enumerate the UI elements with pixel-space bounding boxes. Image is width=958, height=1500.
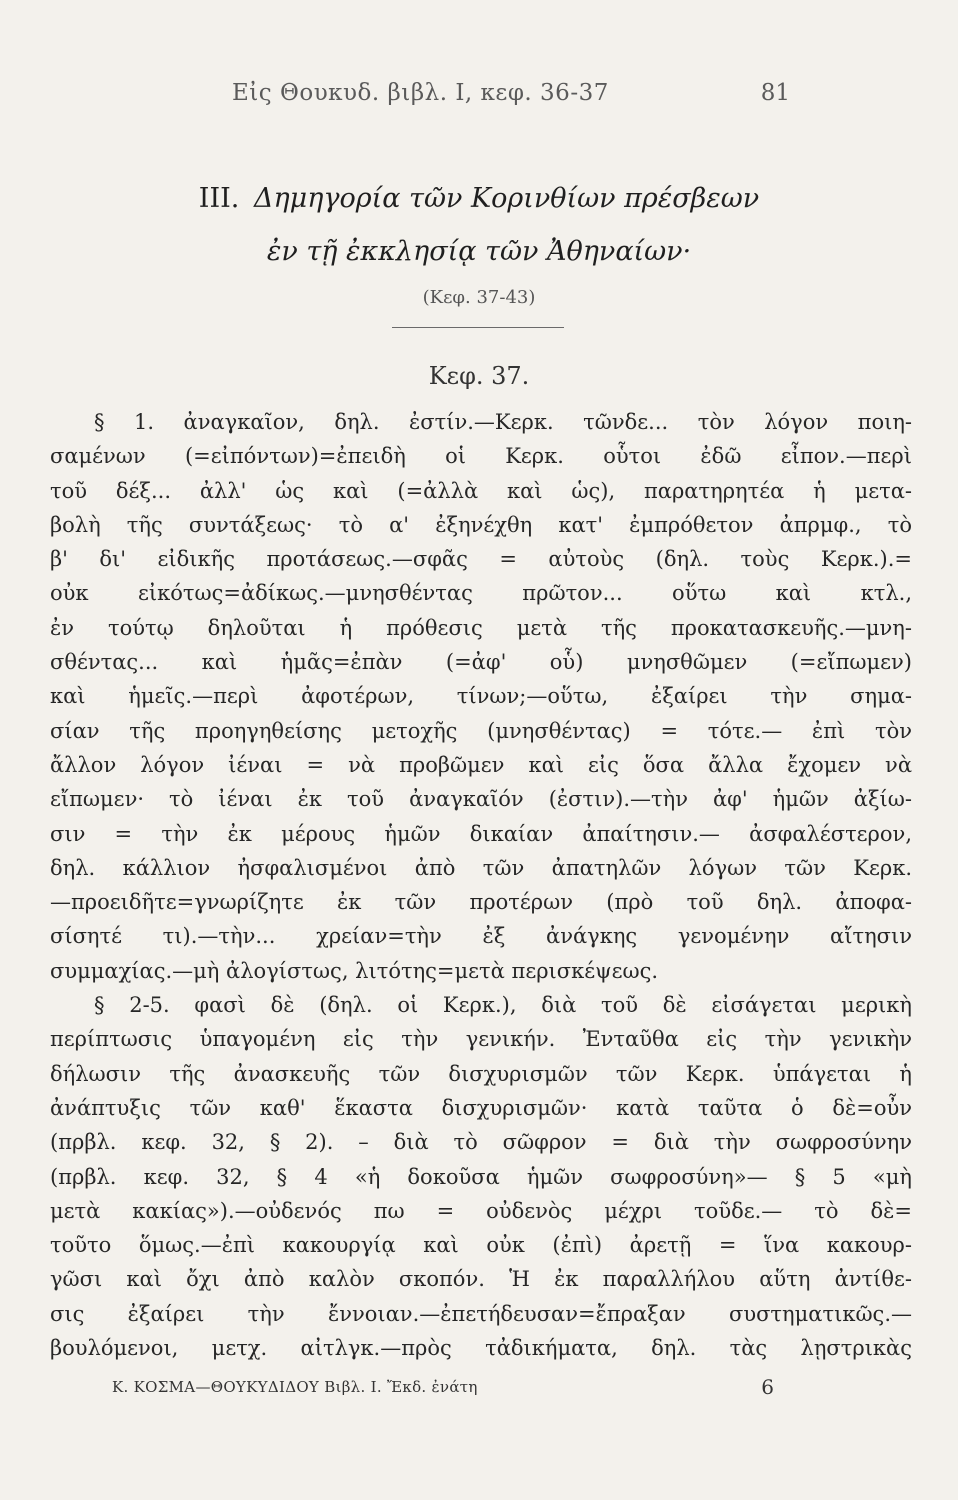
text-line: καὶ ἡμεῖς.—περὶ ἀφοτέρων, τίνων;—οὕτω, ἐξαίρει τὴν σημα- [50, 684, 912, 709]
text-line: οὐκ εἰκότως=ἀδίκως.—μνησθέντας πρῶτον... οὕτω καὶ κτλ., [50, 581, 912, 606]
chapter-heading: Κεφ. 37. [428, 362, 530, 390]
commentary-text [50, 405, 912, 1365]
text-line: σθέντας... καὶ ἡμᾶς=ἐπὰν (=ἀφ' οὗ) μνησθῶμεν (=εἴπωμεν) [50, 650, 912, 675]
section-subtitle: ἐν τῇ ἐκκλησίᾳ τῶν Ἀθηναίων· [266, 236, 692, 267]
page-number: 81 [760, 80, 790, 106]
text-line: βουλόμενοι, μετχ. αἰτλγκ.—πρὸς τἀδικήματα, δηλ. τὰς λῃστρικὰς [50, 1336, 912, 1361]
text-line: (πρβλ. κεφ. 32, § 4 «ἡ δοκοῦσα ἡμῶν σωφροσύνη»— § 5 «μὴ [50, 1164, 912, 1189]
page-footer [0, 1375, 958, 1408]
text-line: σίσητέ τι).—τὴν... χρείαν=τὴν ἐξ ἀνάγκης γενομένην αἴτησιν [50, 924, 912, 949]
text-line: ἀνάπτυξις τῶν καθ' ἕκαστα δισχυρισμῶν· κατὰ ταῦτα ὁ δὲ=οὖν [50, 1095, 912, 1120]
text-line: § 2-5. φασὶ δὲ (δηλ. οἱ Κερκ.), διὰ τοῦ δὲ εἰσάγεται μερικὴ [94, 993, 912, 1018]
divider-rule [392, 327, 564, 328]
text-line: ἄλλον λόγον ἰέναι = νὰ προβῶμεν καὶ εἰς ὅσα ἄλλα ἔχομεν νὰ [50, 752, 912, 777]
running-head-title: Εἰς Θουκυδ. βιβλ. Ι, κεφ. 36-37 [232, 80, 609, 106]
chapter-range: (Κεφ. 37-43) [422, 287, 536, 308]
running-head [0, 80, 958, 120]
section-title [0, 183, 958, 214]
text-line: σίαν τῆς προηγηθείσης μετοχῆς (μνησθέντας) = τότε.— ἐπὶ τὸν [50, 718, 912, 743]
text-line: —προειδῆτε=γνωρίζητε ἐκ τῶν προτέρων (πρὸ τοῦ δηλ. ἀποφα- [50, 890, 912, 915]
text-line: τοῦ δέξ... ἀλλ' ὡς καὶ (=ἀλλὰ καὶ ὡς), παρατηρητέα ἡ μετα- [50, 478, 912, 503]
sheet-number: 6 [761, 1375, 774, 1399]
text-line: σις ἐξαίρει τὴν ἔννοιαν.—ἐπετήδευσαν=ἔπραξαν συστηματικῶς.— [50, 1301, 912, 1326]
text-line: β' δι' εἰδικῆς προτάσεως.—σφᾶς = αὐτοὺς (δηλ. τοὺς Κερκ.).= [50, 547, 912, 572]
text-line: μετὰ κακίας»).—οὐδενός πω = οὐδενὸς μέχρι τοῦδε.— τὸ δὲ= [50, 1198, 912, 1223]
text-line: συμμαχίας.—μὴ ἀλογίστως, λιτότης=μετὰ περισκέψεως. [50, 958, 659, 983]
text-line: (πρβλ. κεφ. 32, § 2). – διὰ τὸ σῶφρον = διὰ τὴν σωφροσύνην [50, 1130, 912, 1155]
text-line: § 1. ἀναγκαῖον, δηλ. ἐστίν.—Κερκ. τῶνδε... τὸν λόγον ποιη- [94, 410, 912, 434]
text-line: δήλωσιν τῆς ἀνασκευῆς τῶν δισχυρισμῶν τῶν Κερκ. ὑπάγεται ἡ [50, 1061, 912, 1086]
text-line: περίπτωσις ὑπαγομένη εἰς τὴν γενικήν. Ἐνταῦθα εἰς τὴν γενικὴν [50, 1027, 912, 1052]
text-line: γῶσι καὶ ὄχι ἀπὸ καλὸν σκοπόν. Ἡ ἐκ παραλλήλου αὕτη ἀντίθε- [50, 1267, 912, 1292]
section-title-text: Δημηγορία τῶν Κορινθίων πρέσβεων [253, 183, 760, 214]
text-line: βολὴ τῆς συντάξεως· τὸ α' ἐξηνέχθη κατ' ἐμπρόθετον ἀπρμφ., τὸ [50, 512, 912, 537]
text-line: σαμένων (=εἰπόντων)=ἐπειδὴ οἱ Κερκ. οὗτοι ἐδῶ εἶπον.—περὶ [50, 444, 912, 469]
text-line: τοῦτο ὅμως.—ἐπὶ κακουργίᾳ καὶ οὐκ (ἐπὶ) ἀρετῇ = ἵνα κακουρ- [50, 1233, 912, 1258]
text-line: ἐν τούτῳ δηλοῦται ἡ πρόθεσις μετὰ τῆς προκατασκευῆς.—μνη- [50, 615, 912, 640]
text-line: δηλ. κάλλιον ἠσφαλισμένοι ἀπὸ τῶν ἀπατηλῶν λόγων τῶν Κερκ. [50, 855, 912, 880]
footer-signature: Κ. ΚΟΣΜΑ—ΘΟΥΚΥΔΙΔΟΥ Βιβλ. Ι. Ἔκδ. ἐνάτη [112, 1378, 478, 1396]
text-line: σιν = τὴν ἐκ μέρους ἡμῶν δικαίαν ἀπαίτησιν.— ἀσφαλέστερον, [50, 821, 912, 846]
section-numeral: III. [198, 183, 240, 214]
text-line: εἴπωμεν· τὸ ἰέναι ἐκ τοῦ ἀναγκαῖόν (ἐστιν).—τὴν ἀφ' ἡμῶν ἀξίω- [50, 787, 912, 812]
